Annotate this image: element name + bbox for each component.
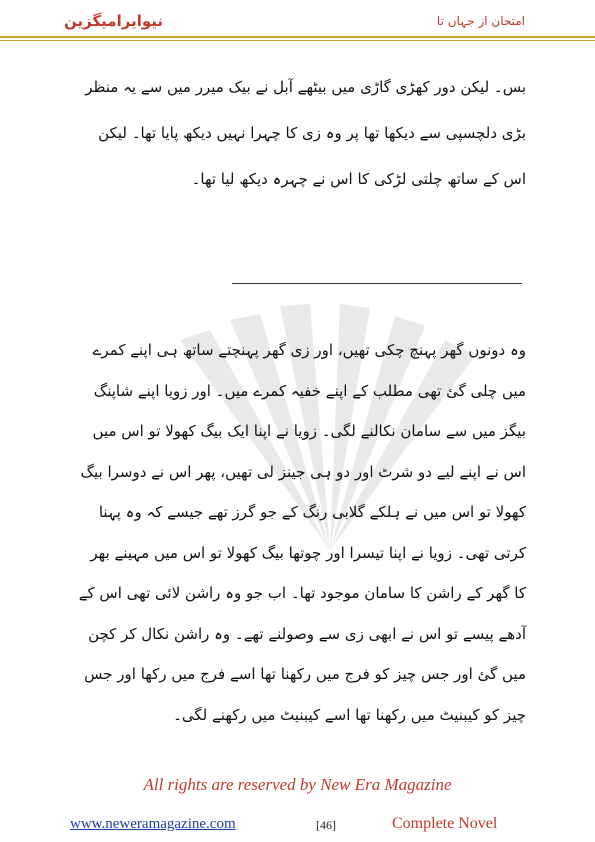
header-divider-thin bbox=[0, 40, 595, 41]
footer-label: Complete Novel bbox=[392, 815, 498, 832]
rights-notice: All rights are reserved by New Era Magazine bbox=[143, 775, 452, 794]
header-divider bbox=[0, 36, 595, 38]
page-number: [46] bbox=[316, 818, 336, 832]
section-divider bbox=[232, 283, 522, 284]
magazine-name: نیوایرامیگزین bbox=[64, 12, 164, 30]
paragraph-2: وہ دونوں گھر پہنچ چکی تھیں، اور زی گھر پہنچتے ساتھ ہی اپنے کمرے میں چلی گئ تھی مطلب کے اپنے خفیہ کمرے میں۔ اور زویا اپنے شاپنگ بیگز میں سے سامان نکالنے لگی۔ زویا نے اپنا ایک بیگ کھولا تو اس میں اس نے اپنے لیے دو شرٹ اور دو ہی جینز لی تھیں، پھر اس نے دوسرا بیگ کھولا تو اس میں نے ہلکے گلابی رنگ کے جو گرز تھے جیسے کہ وہ پہنا کرتی تھی۔ زویا نے اپنا تیسرا اور چوتھا بیگ کھولا تو اس میں مہینے بھر کا گھر کے راشن کا سامان موجود تھا۔ اب جو وہ راشن لائی تھی اس کے آدھے پیسے تو اس نے ابھی زی سے وصولنے تھے۔ وہ راشن نکال کر کچن میں گئ اور جس چیز کو فرج میں رکھنا تھا اسے فرج میں رکھا اور جس چیز کو کیبنیٹ میں رکھنا تھا اسے کیبنیٹ میں رکھنے لگی۔ bbox=[78, 341, 526, 724]
paragraph-1: بس۔ لیکن دور کھڑی گاڑی میں بیٹھے آبل نے بیک میرر میں سے یہ منظر بڑی دلچسپی سے دیکھا تھا پر وہ زی کا چہرا نہیں دیکھ پایا تھا۔ لیکن اس کے ساتھ چلتی لڑکی کا اس نے چہرہ دیکھ لیا تھا۔ bbox=[85, 78, 526, 188]
website-link[interactable]: www.neweramagazine.com bbox=[70, 816, 236, 832]
novel-title: امتحان از جہاں تا bbox=[436, 14, 525, 28]
